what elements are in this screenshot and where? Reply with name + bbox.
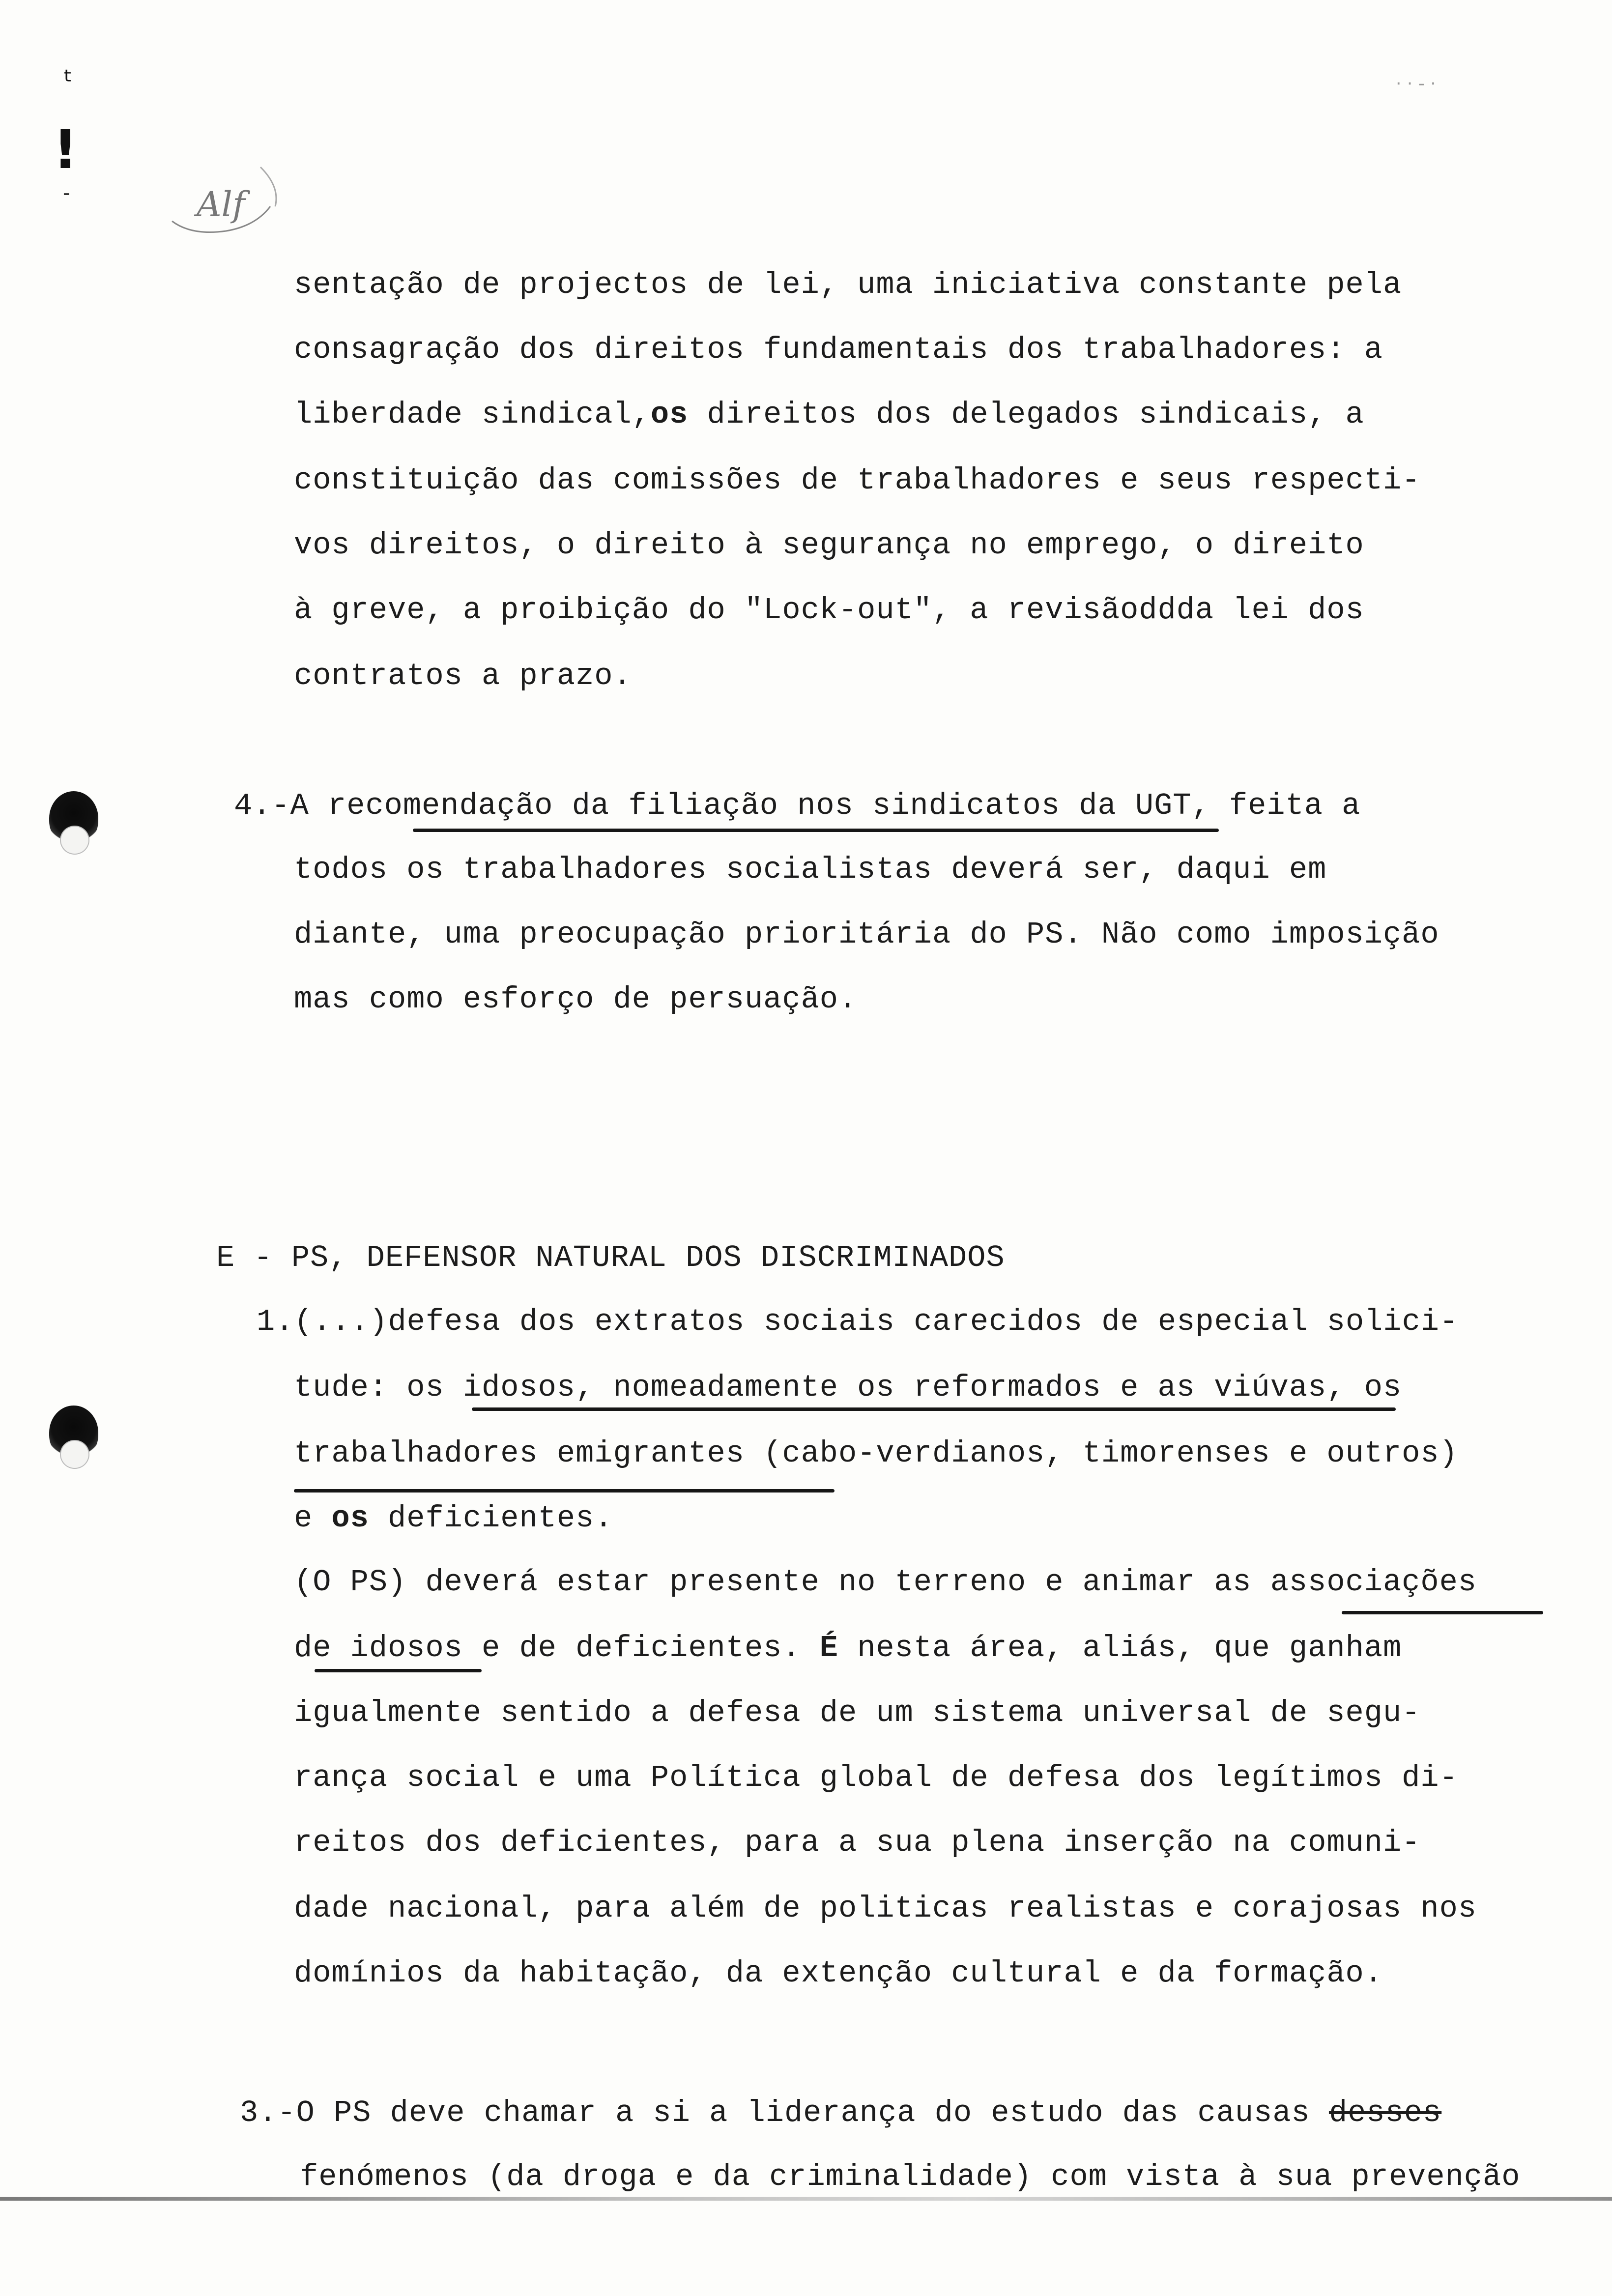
margin-mark-top: ᵗ (64, 64, 73, 98)
handwritten-correction: É (819, 1631, 838, 1665)
text-line: contratos a prazo. (294, 659, 632, 693)
text-line: consagração dos direitos fundamentais dos trabalhadores: a (294, 332, 1383, 367)
text-line: diante, uma preocupação prioritária do PS. Não como imposição (294, 917, 1439, 952)
top-right-mark: · · - · (1396, 74, 1436, 94)
text-line (294, 1629, 1402, 1668)
text-line: fenómenos (da droga e da criminalidade) com vista à sua prevenção (300, 2159, 1521, 2194)
text-line: igualmente sentido a defesa de um sistema universal de segu- (294, 1695, 1421, 1730)
text-line: 1.(...)defesa dos extratos sociais carecidos de especial solici- (257, 1304, 1459, 1339)
text-line: tude: os idosos, nomeadamente os reformados e as viúvas, os (294, 1370, 1402, 1405)
text-segment: de idosos e de deficientes. (294, 1631, 820, 1665)
stamp (162, 152, 290, 251)
text-line: constituição das comissões de trabalhadores e seus respecti- (294, 463, 1421, 498)
text-line: sentação de projectos de lei, uma iniciativa constante pela (294, 267, 1402, 302)
margin-mark-dot: - (63, 182, 70, 204)
text-line (294, 1499, 613, 1538)
text-line (240, 2094, 1441, 2133)
text-segment: e (294, 1501, 332, 1536)
text-line (294, 395, 1364, 434)
underline (294, 1489, 835, 1492)
text-line: rança social e uma Política global de defesa dos legítimos di- (294, 1760, 1458, 1795)
underline (315, 1669, 482, 1672)
text-line: domínios da habitação, da extenção cultural e da formação. (294, 1956, 1383, 1991)
handwritten-correction: os (650, 397, 689, 432)
text-segment: 3.-O PS deve chamar a si a liderança do estudo das causas (240, 2095, 1329, 2130)
underline (472, 1407, 1396, 1411)
text-line: (O PS) deverá estar presente no terreno e animar as associações (294, 1565, 1477, 1600)
punch-hole-lower (49, 1406, 98, 1460)
text-segment: deficientes. (369, 1501, 613, 1536)
underline (413, 829, 1219, 832)
text-segment: nesta área, aliás, que ganham (838, 1631, 1402, 1665)
text-line: dade nacional, para além de politicas realistas e corajosas nos (294, 1891, 1477, 1926)
underline (1342, 1611, 1543, 1614)
text-line: à greve, a proibição do "Lock-out", a revisãoddda lei dos (294, 593, 1364, 628)
struck-text: desses (1328, 2095, 1442, 2130)
text-line: trabalhadores emigrantes (cabo-verdianos, timorenses e outros) (294, 1436, 1458, 1471)
text-line: mas como esforço de persuação. (294, 982, 858, 1017)
text-segment: direitos dos delegados sindicais, a (688, 397, 1364, 432)
text-line: todos os trabalhadores socialistas deverá ser, daqui em (294, 852, 1327, 887)
text-line: reitos dos deficientes, para a sua plena inserção na comuni- (294, 1825, 1421, 1860)
scan-bottom-edge (0, 2197, 1612, 2201)
stamp-text: Alf (197, 184, 245, 225)
section-heading: E - PS, DEFENSOR NATURAL DOS DISCRIMINADOS (216, 1240, 1005, 1275)
text-line: 4.-A recomendação da filiação nos sindicatos da UGT, feita a (234, 788, 1361, 823)
handwritten-correction: os (331, 1501, 369, 1536)
text-segment: liberdade sindical, (294, 397, 651, 432)
margin-mark-exclamation: ! (53, 118, 78, 181)
text-line: vos direitos, o direito à segurança no emprego, o direito (294, 528, 1364, 563)
punch-hole-upper (49, 791, 98, 845)
